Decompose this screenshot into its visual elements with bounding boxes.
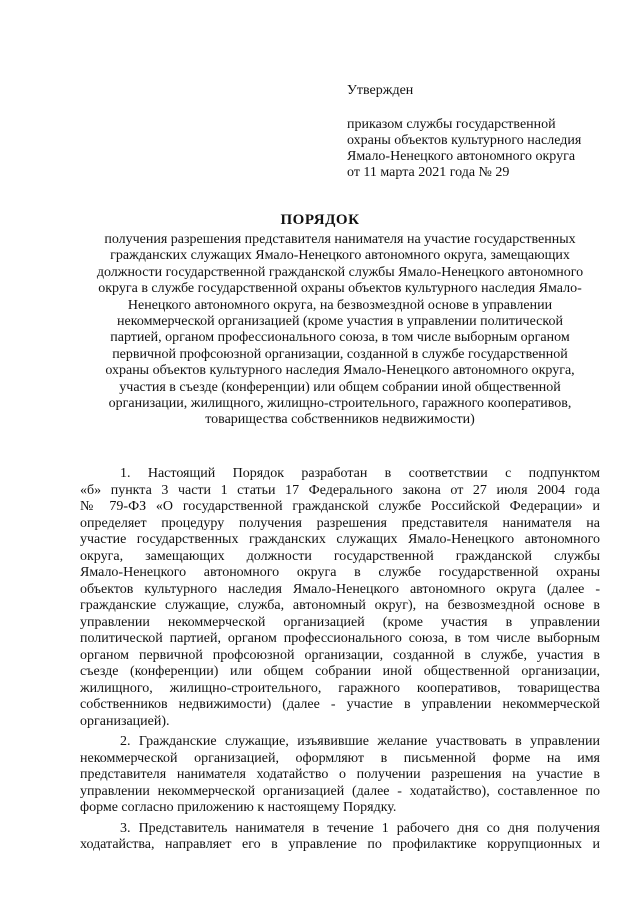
subtitle-line: получения разрешения представителя нанимателя на участие государственных (104, 232, 576, 247)
paragraph-line: съезде (конференции) или общем собрании иной общественной организации, (80, 664, 600, 679)
paragraph-line: гражданские служащие, служба, автономный округ), на безвозмездной основе в (80, 598, 600, 613)
document-subtitle (70, 232, 610, 429)
paragraph-line: округа, замещающих должности государственной гражданской службы (80, 548, 600, 564)
paragraph-2 (80, 734, 600, 817)
approval-block (347, 83, 627, 181)
subtitle-line: организации, жилищного, жилищно-строительного, гаражного кооперативов, (108, 396, 572, 412)
paragraph-line: организацией). (80, 713, 170, 729)
paragraph-line: «б» пункта 3 части 1 статьи 17 Федерального закона от 27 июля 2004 года (80, 482, 600, 498)
document-body (80, 466, 600, 858)
paragraph-line: 3. Представитель нанимателя в течение 1 рабочего дня со дня получения (120, 820, 600, 836)
subtitle-line: первичной профсоюзной организации, созданной в службе государственной (112, 346, 568, 362)
paragraph-line: жилищного, жилищно-строительного, гаражного кооперативов, товарищества (80, 680, 600, 696)
subtitle-line: Ненецкого автономного округа, на безвозмездной основе в управлении (127, 297, 553, 313)
subtitle-line: участия в съезде (конференции) или общем собрании иной общественной (119, 379, 561, 395)
paragraph-line: Ямало-Ненецкого автономного округа в службе государственной охраны (80, 565, 600, 580)
paragraph-line: № 79-ФЗ «О государственной гражданской службе Российской Федерации» и (80, 499, 600, 514)
subtitle-line: партией, органом профессионального союза, в том числе выборным органом (110, 330, 570, 346)
subtitle-line: охраны объектов культурного наследия Ямало-Ненецкого автономного округа, (105, 363, 575, 379)
paragraph-line: собственников недвижимости) (далее - участие в управлении некоммерческой (80, 697, 600, 712)
paragraph-line: ходатайства, направляет его в управление по профилактике коррупционных и (80, 837, 600, 852)
paragraph-line: форме согласно приложению к настоящему Порядку. (80, 800, 397, 815)
paragraph-line: представителя нанимателя ходатайство о получении разрешения на участие в (80, 767, 600, 782)
subtitle-line: товарищества собственников недвижимости) (205, 412, 475, 428)
approval-line: охраны объектов культурного наследия (347, 133, 582, 148)
approval-heading: Утвержден (347, 83, 414, 98)
paragraph-line: управлении некоммерческой организацией (кроме участия в управлении (80, 614, 600, 630)
subtitle-line: округа в службе государственной охраны объектов культурного наследия Ямало- (98, 281, 582, 297)
paragraph-line: некоммерческой организацией, оформляют в письменной форме на имя (80, 750, 600, 766)
paragraph-line: участие государственных гражданских служащих Ямало-Ненецкого автономного (80, 532, 600, 547)
subtitle-line: должности государственной гражданской службы Ямало-Ненецкого автономного (96, 264, 584, 280)
paragraph-line: органом первичной профсоюзной организации, созданной в службе, участия в (80, 647, 600, 663)
paragraph-line: политической партией, органом профессионального союза, в том числе выборным (80, 631, 600, 646)
approval-line: приказом службы государственной (347, 117, 556, 132)
paragraph-line: объектов культурного наследия Ямало-Ненецкого автономного округа (далее - (80, 581, 600, 597)
paragraph-line: 1. Настоящий Порядок разработан в соответствии с подпунктом (120, 466, 600, 481)
subtitle-line: некоммерческой организацией (кроме участия в управлении политической (117, 314, 563, 330)
document-title: ПОРЯДОК (280, 212, 360, 228)
approval-line: от 11 марта 2021 года № 29 (347, 165, 510, 180)
paragraph-3 (80, 821, 600, 854)
paragraph-line: 2. Гражданские служащие, изъявившие желание участвовать в управлении (120, 734, 600, 749)
approval-line: Ямало-Ненецкого автономного округа (347, 149, 576, 164)
paragraph-line: определяет процедуру получения разрешения представителя нанимателя на (80, 515, 600, 531)
paragraph-1 (80, 466, 600, 730)
subtitle-line: гражданских служащих Ямало-Ненецкого автономного округа, замещающих (110, 248, 570, 264)
paragraph-line: управлении некоммерческой организацией (далее - ходатайство), составленное по (80, 783, 600, 799)
